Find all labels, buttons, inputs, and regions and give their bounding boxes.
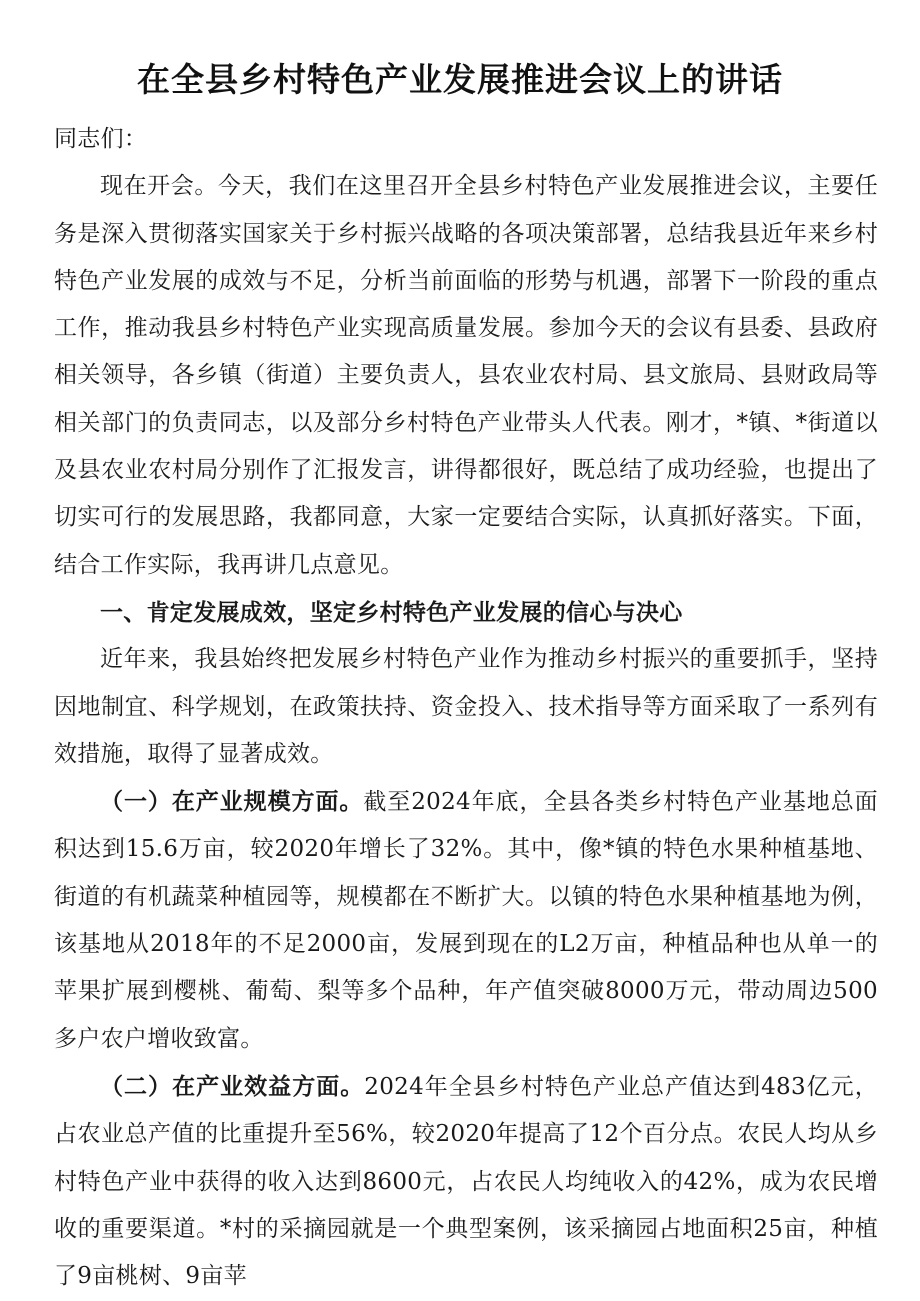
paragraph-opening: 现在开会。今天，我们在这里召开全县乡村特色产业发展推进会议，主要任务是深入贯彻落实国家关于乡村振兴战略的各项决策部署，总结我县近年来乡村特色产业发展的成效与不足，分析当前面临的形势与机遇，部署下一阶段的重点工作，推动我县乡村特色产业实现高质量发展。参加今天的会议有县委、县政府相关领导，各乡镇（街道）主要负责人，县农业农村局、县文旅局、县财政局等相关部门的负责同志，以及部分乡村特色产业带头人代表。刚才，*镇、*街道以及县农业农村局分别作了汇报发言，讲得都很好，既总结了成功经验，也提出了切实可行的发展思路，我都同意，大家一定要结合实际，认真抓好落实。下面，结合工作实际，我再讲几点意见。 <box>54 173 878 578</box>
section-heading-1: 一、肯定发展成效，坚定乡村特色产业发展的信心与决心 <box>100 598 683 626</box>
document-title: 在全县乡村特色产业发展推进会议上的讲话 <box>137 60 783 99</box>
paragraph-industry-benefit <box>54 1063 878 1300</box>
subsection-lead-benefit: （二）在产业效益方面。 <box>100 1072 365 1100</box>
paragraph-achievements-intro: 近年来，我县始终把发展乡村特色产业作为推动乡村振兴的重要抓手，坚持因地制宜、科学规划，在政策扶持、资金投入、技术指导等方面采取了一系列有效措施，取得了显著成效。 <box>54 646 878 767</box>
document-body <box>54 116 878 1300</box>
salutation: 同志们： <box>54 126 148 152</box>
subsection-text-scale: 截至2024年底，全县各类乡村特色产业基地总面积达到15.6万亩，较2020年增长了32%。其中，像*镇的特色水果种植基地、街道的有机蔬菜种植园等，规模都在不断扩大。以镇的特色水果种植基地为例，该基地从2018年的不足2000亩，发展到现在的L2万亩，种植品种也从单一的苹果扩展到樱桃、葡萄、梨等多个品种，年产值突破8000万元，带动周边500多户农户增收致富。 <box>54 789 878 1052</box>
subsection-text-benefit: 2024年全县乡村特色产业总产值达到483亿元，占农业总产值的比重提升至56%，较2020年提高了12个百分点。农民人均从乡村特色产业中获得的收入达到8600元，占农民人均纯收入的42%，成为农民增收的重要渠道。*村的采摘园就是一个典型案例，该采摘园占地面积25亩，种植了9亩桃树、9亩苹 <box>54 1073 878 1290</box>
paragraph-industry-scale <box>54 778 878 1063</box>
subsection-lead-scale: （一）在产业规模方面。 <box>100 788 364 816</box>
